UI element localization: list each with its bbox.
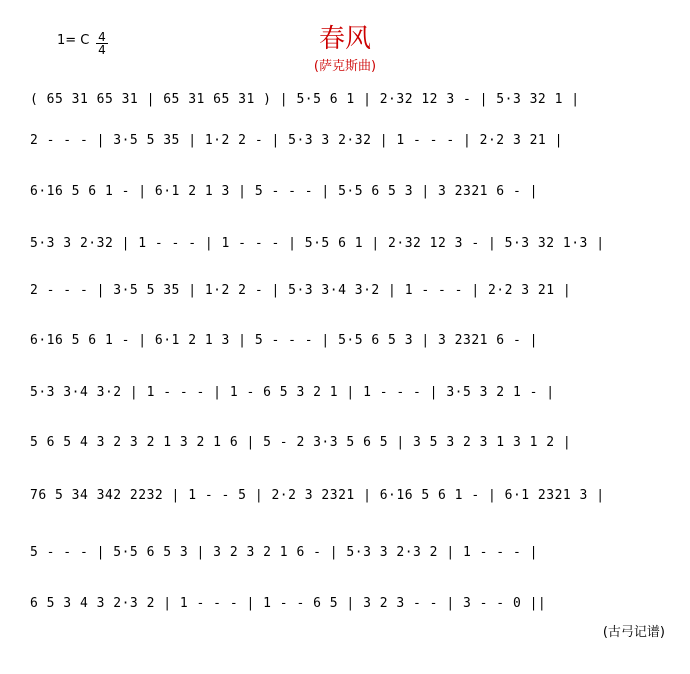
page-title: 春风 xyxy=(318,24,371,54)
score-line-6: 6·16 5 6 1 - | 6·1 2 1 3 | 5 - - - | 5·5 6 5 3 | 3 2321 6 - | xyxy=(30,333,538,348)
page-subtitle: (萨克斯曲) xyxy=(313,59,377,74)
meter-bottom: 4 xyxy=(98,43,106,57)
credit-note: (古弓记谱) xyxy=(602,625,665,640)
score-line-4: 5·3 3 2·32 | 1 - - - | 1 - - - | 5·5 6 1 | 2·32 12 3 - | 5·3 32 1·3 | xyxy=(30,236,605,251)
score-line-8: 5 6 5 4 3 2 3 2 1 3 2 1 6 | 5 - 2 3·3 5 6 5 | 3 5 3 2 3 1 3 1 2 | xyxy=(30,435,572,450)
score-line-9: 76 5 34 342 2232 | 1 - - 5 | 2·2 3 2321 | 6·16 5 6 1 - | 6·1 2321 3 | xyxy=(30,488,605,503)
score-line-5: 2 - - - | 3·5 5 35 | 1·2 2 - | 5·3 3·4 3·2 | 1 - - - | 2·2 3 21 | xyxy=(30,283,572,298)
score-line-2: 2 - - - | 3·5 5 35 | 1·2 2 - | 5·3 3 2·32 | 1 - - - | 2·2 3 21 | xyxy=(30,133,563,148)
score-line-11: 6 5 3 4 3 2·3 2 | 1 - - - | 1 - - 6 5 | 3 2 3 - - | 3 - - 0 || xyxy=(30,596,547,611)
score-line-3: 6·16 5 6 1 - | 6·1 2 1 3 | 5 - - - | 5·5 6 5 3 | 3 2321 6 - | xyxy=(30,184,538,199)
key-signature: 1= C xyxy=(57,33,90,48)
score-line-10: 5 - - - | 5·5 6 5 3 | 3 2 3 2 1 6 - | 5·3 3 2·3 2 | 1 - - - | xyxy=(30,545,538,560)
meter-top: 4 xyxy=(96,31,108,44)
score-line-1: ( 65 31 65 31 | 65 31 65 31 ) | 5·5 6 1 | 2·32 12 3 - | 5·3 32 1 | xyxy=(30,92,580,107)
score-line-7: 5·3 3·4 3·2 | 1 - - - | 1 - 6 5 3 2 1 | 1 - - - | 3·5 3 2 1 - | xyxy=(30,385,555,400)
